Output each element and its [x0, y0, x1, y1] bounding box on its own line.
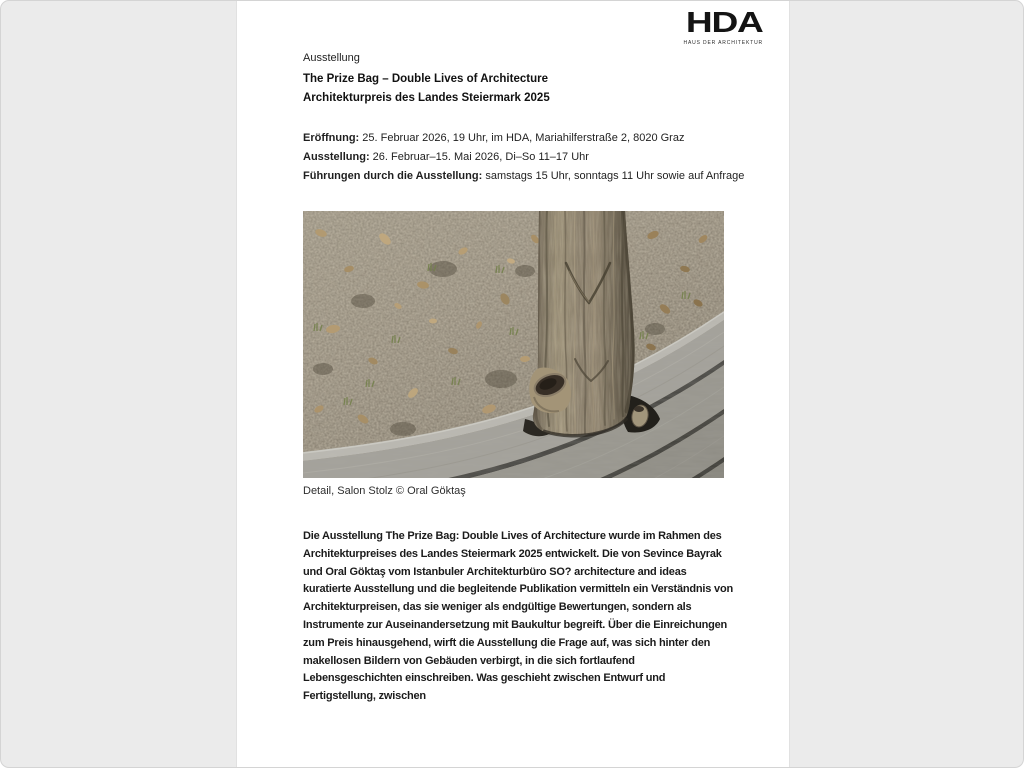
detail-label: Führungen durch die Ausstellung: [303, 170, 483, 183]
detail-row-opening [303, 129, 744, 148]
hda-logo-text: HDA [686, 7, 763, 39]
body-paragraph: Die Ausstellung The Prize Bag: Double Lives of Architecture wurde im Rahmen des Architekturpreises des Landes Steiermark 2025 entwickelt. Die von Sevince Bayrak und Oral Göktaş vom Istanbuler Architekturbüro SO? architecture and ideas kuratierte Ausstellung und die begleitende Publikation vermitteln ein Verständnis von Architekturpreisen, das sie weniger als endgültige Bewertungen, sondern als Instrumente zur Auseinandersetzung mit Baukultur begreift. Über die Einreichungen zum Preis hinausgehend, wirft die Ausstellung die Frage auf, was sich hinter den makellosen Bildern von Gebäuden verbirgt, in die sich fortlaufend Lebensgeschichten einschreiben. Was geschieht zwischen Entwurf und Fertigstellung, zwischen [303, 530, 734, 703]
photo-illustration [303, 211, 724, 478]
newsletter-page [236, 1, 790, 767]
hda-logo-subtitle: HAUS DER ARCHITEKTUR [683, 40, 763, 46]
detail-text: 26. Februar–15. Mai 2026, Di–So 11–17 Uhr [369, 151, 589, 164]
detail-row-tours [303, 167, 744, 186]
event-details [303, 129, 744, 187]
hda-logo [683, 9, 763, 46]
detail-label: Ausstellung: [303, 151, 370, 164]
title-line-1: The Prize Bag – Double Lives of Architecture [303, 73, 548, 85]
photo-caption: Detail, Salon Stolz © Oral Göktaş [303, 485, 466, 497]
title-line-2: Architekturpreis des Landes Steiermark 2025 [303, 92, 550, 104]
exhibition-title [303, 70, 550, 108]
kicker-ausstellung: Ausstellung [303, 52, 360, 64]
detail-label: Eröffnung: [303, 132, 360, 144]
detail-text: samstags 15 Uhr, sonntags 11 Uhr sowie auf Anfrage [482, 170, 745, 183]
exhibition-photo [303, 211, 724, 478]
detail-row-exhibition [303, 148, 744, 167]
detail-text: 25. Februar 2026, 19 Uhr, im HDA, Mariahilferstraße 2, 8020 Graz [359, 132, 685, 144]
